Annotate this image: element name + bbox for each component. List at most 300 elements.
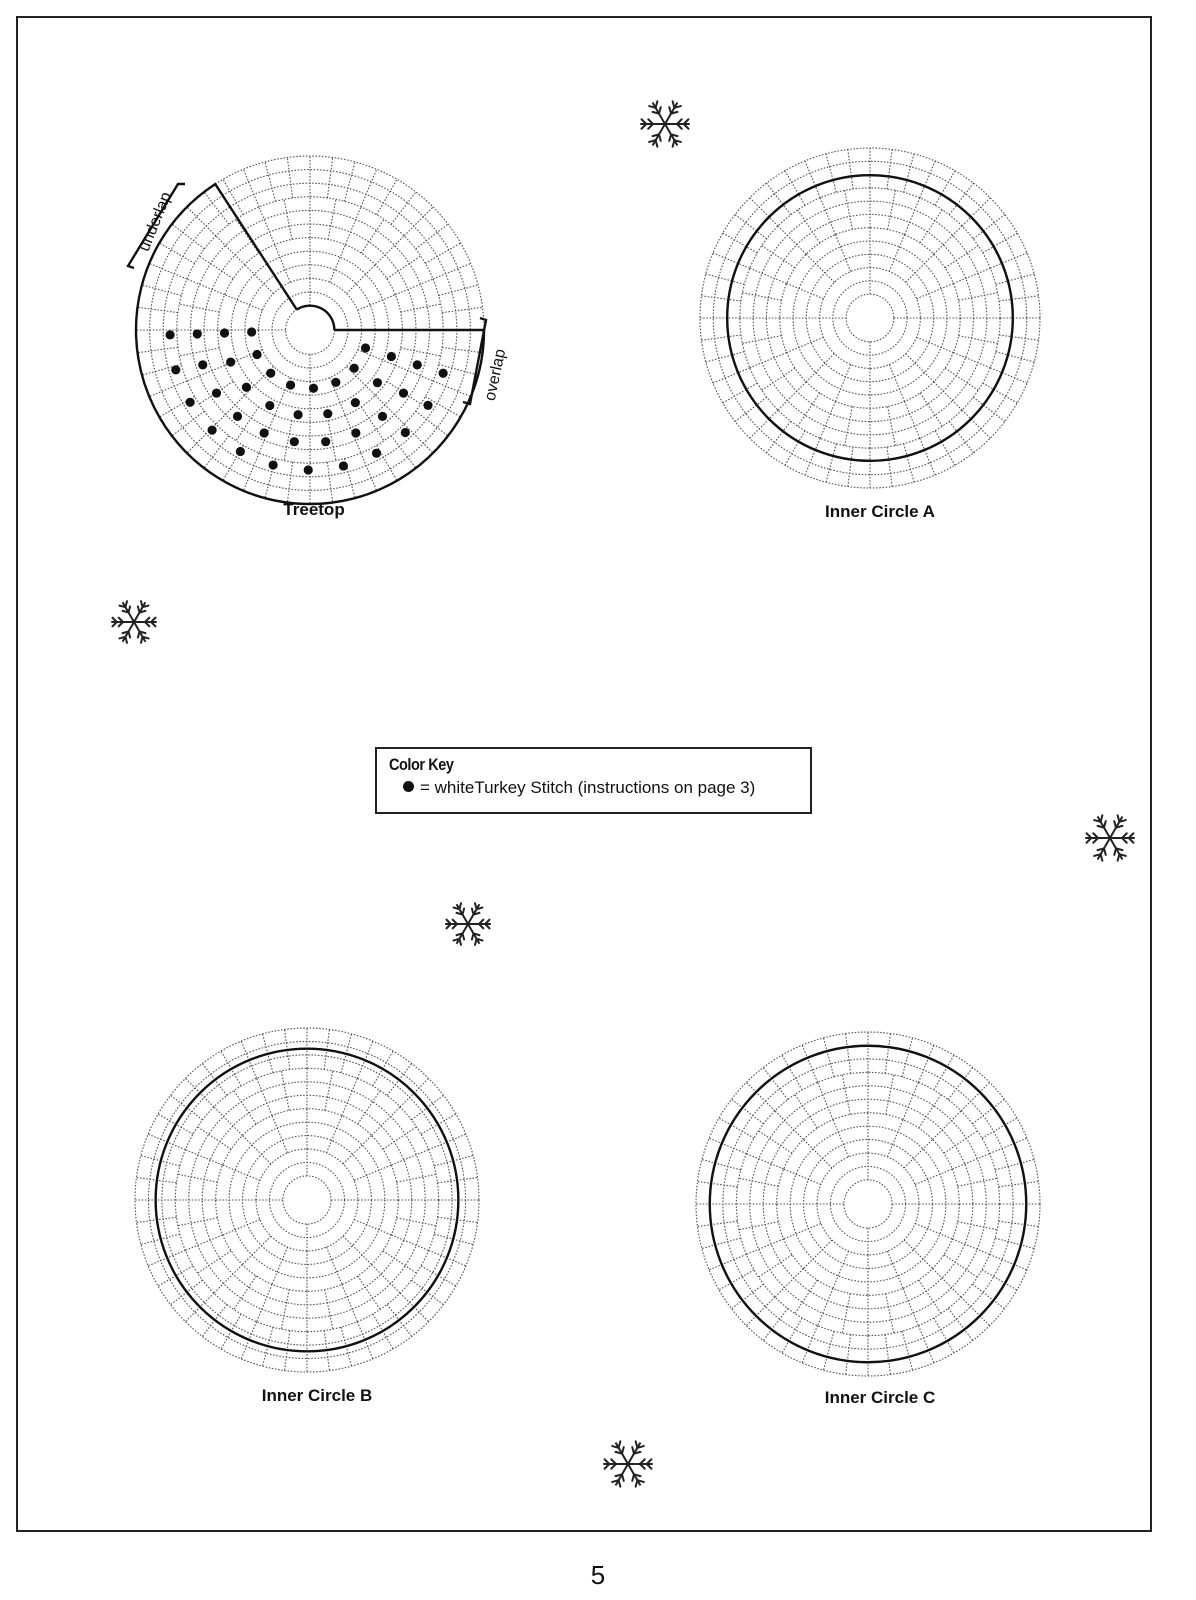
color-key	[375, 747, 812, 814]
canvas-spoke	[990, 368, 1027, 383]
canvas-spoke	[835, 365, 850, 402]
canvas-spoke	[823, 1331, 833, 1370]
canvas-spoke	[137, 307, 177, 312]
snowflake-branch	[669, 107, 671, 113]
canvas-spoke	[886, 1294, 894, 1334]
canvas-spoke	[787, 283, 824, 298]
canvas-spoke	[325, 1071, 333, 1111]
canvas-ring	[243, 1136, 372, 1265]
canvas-spoke	[806, 354, 834, 382]
canvas-spoke	[149, 381, 187, 397]
turkey-stitch-dot	[265, 401, 274, 410]
canvas-spoke	[920, 393, 942, 426]
canvas-spoke	[846, 1033, 851, 1073]
canvas-spoke	[750, 353, 787, 368]
canvas-spoke	[281, 1071, 289, 1111]
canvas-spoke	[918, 1045, 933, 1082]
snowflake-branch	[1118, 815, 1120, 821]
canvas-spoke	[198, 1251, 232, 1273]
turkey-stitch-dot	[423, 401, 432, 410]
canvas-spoke	[159, 243, 194, 263]
canvas-spoke	[358, 295, 396, 311]
snowflake-branch	[619, 1480, 621, 1486]
canvas-spoke	[342, 1284, 357, 1321]
canvas-spoke	[820, 401, 835, 438]
canvas-spoke	[702, 1238, 741, 1248]
canvas-spoke	[996, 274, 1035, 284]
canvas-spoke	[999, 1182, 1039, 1187]
canvas-spoke	[999, 335, 1039, 340]
canvas-spoke	[327, 1116, 342, 1153]
canvas-spoke	[888, 407, 896, 446]
canvas-spoke	[759, 1255, 793, 1277]
canvas-spoke	[327, 462, 332, 502]
canvas-spoke	[257, 1078, 272, 1115]
canvas-spoke	[185, 1150, 222, 1165]
turkey-stitch-dot	[378, 412, 387, 421]
turkey-stitch-dot	[165, 330, 174, 339]
canvas-spoke	[842, 1075, 850, 1115]
inner-circle-c-diagram	[696, 1032, 1040, 1376]
turkey-stitch-dot	[387, 352, 396, 361]
snowflake-branch	[656, 101, 658, 107]
turkey-stitch-dot	[193, 329, 202, 338]
turkey-stitch-dot	[373, 378, 382, 387]
canvas-spoke	[826, 444, 836, 483]
canvas-spoke	[149, 263, 187, 279]
canvas-spoke	[995, 1159, 1034, 1169]
turkey-stitch-dot	[171, 365, 180, 374]
canvas-spoke	[179, 348, 219, 356]
canvas-spoke	[358, 1091, 380, 1125]
snowflake-branch	[632, 1447, 634, 1453]
canvas-spoke	[742, 293, 781, 301]
overlap-annotation: overlap	[481, 347, 510, 403]
canvas-spoke	[746, 1239, 783, 1254]
underlap-annotation: underlap	[135, 189, 176, 254]
canvas-spoke	[397, 1218, 437, 1226]
canvas-spoke	[179, 304, 219, 312]
turkey-stitch-dot	[233, 412, 242, 421]
canvas-spoke	[172, 224, 204, 249]
snowflake-branch	[619, 1441, 621, 1447]
turkey-stitch-dot	[236, 447, 245, 456]
turkey-stitch-dot	[361, 343, 370, 352]
canvas-spoke	[259, 207, 275, 245]
canvas-spoke	[391, 1235, 428, 1250]
canvas-spoke	[416, 224, 448, 249]
canvas-spoke	[999, 296, 1039, 301]
turkey-stitch-dot	[321, 437, 330, 446]
cutting-line	[156, 1049, 459, 1352]
page-number: 5	[590, 1560, 606, 1590]
canvas-ring	[202, 1095, 412, 1305]
inner-circle-b-diagram	[135, 1028, 479, 1372]
snowflake-branch	[1114, 821, 1116, 827]
canvas-spoke	[918, 1326, 933, 1363]
snowflake-branch	[659, 107, 661, 113]
canvas-ring	[763, 1099, 973, 1309]
canvas-ring	[820, 268, 921, 369]
snowflake-branch	[636, 1441, 638, 1447]
canvas-spoke	[842, 1294, 850, 1334]
canvas-spoke	[330, 245, 346, 283]
canvas-spoke	[762, 368, 795, 390]
canvas-ring	[700, 148, 1040, 488]
turkey-stitch-dot	[293, 410, 302, 419]
canvas-spoke	[903, 1288, 918, 1325]
snowflake-icon	[1086, 815, 1134, 860]
canvas-spoke	[905, 401, 920, 438]
snowflake-branch	[659, 134, 661, 140]
turkey-stitch-dot	[208, 425, 217, 434]
canvas-spoke	[697, 1221, 737, 1226]
canvas-spoke	[223, 1165, 260, 1180]
turkey-stitch-dot	[290, 437, 299, 446]
canvas-spoke	[706, 274, 745, 284]
snowflake-branch	[472, 909, 474, 915]
canvas-spoke	[767, 183, 791, 215]
snowflake-branch	[463, 934, 465, 940]
canvas-spoke	[275, 245, 291, 283]
canvas-spoke	[395, 279, 433, 295]
turkey-stitch-dot	[286, 380, 295, 389]
canvas-spoke	[442, 307, 482, 312]
snowflake-icon	[604, 1441, 652, 1486]
treetop-overlap-area	[215, 156, 484, 330]
canvas-ring	[289, 292, 348, 330]
canvas-spoke	[325, 1290, 333, 1330]
canvas-spoke	[172, 411, 204, 436]
canvas-spoke	[920, 210, 942, 243]
canvas-spoke	[887, 149, 892, 189]
canvas-ring	[286, 310, 335, 355]
canvas-spoke	[848, 149, 853, 189]
canvas-spoke	[887, 447, 892, 487]
canvas-spoke	[795, 1280, 817, 1314]
canvas-spoke	[709, 1254, 746, 1269]
canvas-ring	[256, 1149, 358, 1251]
canvas-spoke	[243, 453, 259, 491]
canvas-spoke	[919, 1095, 941, 1129]
canvas-spoke	[915, 1224, 952, 1239]
canvas-spoke	[795, 1095, 817, 1129]
canvas-spoke	[904, 154, 914, 193]
canvas-spoke	[433, 381, 471, 397]
canvas-spoke	[137, 347, 177, 352]
canvas-spoke	[391, 192, 416, 224]
turkey-stitch-dot	[401, 428, 410, 437]
canvas-spoke	[888, 1251, 903, 1288]
canvas-spoke	[746, 1154, 783, 1169]
canvas-spoke	[958, 1222, 998, 1230]
canvas-spoke	[284, 199, 292, 239]
treetop-diagram	[128, 156, 486, 504]
canvas-spoke	[802, 1326, 817, 1363]
canvas-spoke	[739, 1178, 779, 1186]
snowflake-branch	[1104, 848, 1106, 854]
canvas-spoke	[920, 161, 935, 198]
snowflake-branch	[475, 903, 477, 909]
canvas-spoke	[401, 348, 441, 356]
canvas-spoke	[762, 246, 795, 268]
canvas-spoke	[328, 199, 336, 239]
canvas-spoke	[805, 161, 820, 198]
canvas-spoke	[344, 162, 355, 201]
canvas-spoke	[767, 421, 791, 453]
canvas-ring	[297, 306, 335, 330]
snowflake-branch	[673, 140, 675, 146]
canvas-spoke	[713, 368, 750, 383]
canvas-spoke	[425, 243, 460, 263]
snowflake-branch	[125, 637, 127, 643]
turkey-stitch-dot	[339, 461, 348, 470]
color-key-title: Color Key	[389, 755, 454, 774]
canvas-spoke	[833, 1251, 848, 1288]
canvas-spoke	[361, 407, 384, 441]
canvas-spoke	[401, 304, 441, 312]
canvas-spoke	[397, 1174, 437, 1182]
canvas-spoke	[706, 352, 745, 362]
canvas-spoke	[354, 1220, 391, 1235]
canvas-ring	[830, 1166, 905, 1241]
canvas-spoke	[416, 411, 448, 436]
snowflake-branch	[1104, 821, 1106, 827]
turkey-stitch-dot	[439, 369, 448, 378]
canvas-spoke	[953, 268, 990, 283]
canvas-ring	[269, 1162, 344, 1237]
turkey-stitch-dot	[226, 357, 235, 366]
canvas-spoke	[198, 1127, 232, 1149]
canvas-spoke	[823, 1038, 833, 1077]
turkey-stitch-dot	[247, 327, 256, 336]
canvas-spoke	[953, 353, 990, 368]
turkey-stitch-dot	[260, 428, 269, 437]
snowflake-branch	[138, 607, 140, 613]
canvas-spoke	[945, 368, 978, 390]
canvas-spoke	[952, 1239, 989, 1254]
canvas-spoke	[915, 1169, 952, 1184]
snowflake-branch	[622, 1447, 624, 1453]
snowflake-branch	[656, 140, 658, 146]
canvas-spoke	[996, 352, 1035, 362]
canvas-spoke	[798, 210, 820, 243]
canvas-spoke	[343, 1236, 372, 1265]
canvas-spoke	[990, 253, 1027, 268]
canvas-spoke	[902, 1331, 912, 1370]
turkey-stitch-dot	[351, 428, 360, 437]
canvas-spoke	[945, 246, 978, 268]
canvas-spoke	[185, 1235, 222, 1250]
canvas-spoke	[995, 1238, 1034, 1248]
canvas-spoke	[990, 1254, 1027, 1269]
canvas-spoke	[702, 1159, 741, 1169]
canvas-spoke	[759, 1131, 793, 1153]
canvas-spoke	[990, 1138, 1027, 1153]
snowflake-icon	[446, 903, 490, 945]
canvas-ring	[817, 1153, 919, 1255]
canvas-spoke	[889, 365, 904, 402]
canvas-spoke	[272, 1116, 287, 1153]
canvas-ring	[283, 1176, 331, 1224]
turkey-stitch-dot	[198, 360, 207, 369]
canvas-spoke	[713, 253, 750, 268]
inner-circle-a-label: Inner Circle A	[825, 502, 935, 521]
canvas-spoke	[784, 1169, 821, 1184]
canvas-ring	[766, 214, 973, 421]
turkey-stitch-dot	[331, 378, 340, 387]
color-key-entry: = whiteTurkey Stitch (instructions on page 3)	[420, 778, 756, 797]
canvas-spoke	[750, 268, 787, 283]
snowflake-branch	[622, 1474, 624, 1480]
turkey-stitch-dot	[186, 398, 195, 407]
canvas-ring	[833, 281, 907, 355]
canvas-ring	[804, 1140, 933, 1269]
canvas-spoke	[784, 1224, 821, 1239]
canvas-spoke	[902, 1038, 912, 1077]
canvas-spoke	[742, 336, 781, 344]
canvas-spoke	[225, 295, 263, 311]
treetop-cut-outline	[136, 184, 484, 504]
canvas-spoke	[272, 1247, 287, 1284]
turkey-stitch-dot	[413, 360, 422, 369]
canvas-spoke	[846, 1335, 851, 1375]
snowflake-branch	[636, 1480, 638, 1486]
canvas-spoke	[959, 293, 998, 301]
canvas-spoke	[905, 198, 920, 235]
canvas-spoke	[958, 1178, 998, 1186]
canvas-spoke	[886, 1075, 894, 1115]
canvas-spoke	[920, 438, 935, 475]
canvas-spoke	[903, 1082, 918, 1119]
turkey-stitch-dot	[212, 388, 221, 397]
canvas-spoke	[949, 183, 973, 215]
canvas-spoke	[904, 1240, 933, 1269]
canvas-spoke	[919, 1280, 941, 1314]
canvas-spoke	[257, 1284, 272, 1321]
canvas-spoke	[243, 169, 259, 207]
canvas-spoke	[442, 347, 482, 352]
turkey-stitch-dot	[372, 449, 381, 458]
turkey-stitch-dot	[269, 460, 278, 469]
canvas-spoke	[234, 1091, 256, 1125]
canvas-spoke	[845, 407, 853, 446]
canvas-ring	[190, 230, 429, 450]
canvas-spoke	[433, 263, 471, 279]
turkey-stitch-dot	[323, 409, 332, 418]
turkey-stitch-dot	[399, 388, 408, 397]
canvas-spoke	[287, 462, 292, 502]
canvas-spoke	[952, 1154, 989, 1169]
snowflake-branch	[459, 939, 461, 945]
canvas-spoke	[709, 1138, 746, 1153]
canvas-spoke	[735, 397, 767, 421]
canvas-spoke	[391, 436, 416, 468]
canvas-spoke	[833, 1120, 848, 1157]
canvas-ring	[272, 298, 348, 368]
canvas-spoke	[187, 279, 225, 295]
inner-circle-a-diagram	[700, 148, 1040, 488]
canvas-spoke	[223, 1220, 260, 1235]
turkey-stitch-dot	[304, 465, 313, 474]
canvas-spoke	[885, 1335, 890, 1375]
canvas-spoke	[845, 190, 853, 229]
canvas-spoke	[327, 157, 332, 197]
canvas-spoke	[818, 1082, 833, 1119]
canvas-spoke	[889, 235, 904, 272]
canvas-spoke	[739, 1222, 779, 1230]
snowflake-branch	[1114, 848, 1116, 854]
canvas-spoke	[798, 393, 820, 426]
canvas-ring	[846, 294, 894, 342]
turkey-stitch-dot	[252, 350, 261, 359]
canvas-spoke	[904, 444, 914, 483]
snowflake-branch	[669, 134, 671, 140]
canvas-spoke	[787, 337, 824, 352]
snowflake-icon	[641, 101, 689, 146]
snowflake-branch	[632, 1474, 634, 1480]
canvas-spoke	[142, 285, 181, 296]
canvas-spoke	[281, 1290, 289, 1330]
canvas-spoke	[973, 397, 1005, 421]
treetop-label: Treetop	[283, 500, 345, 519]
canvas-spoke	[204, 192, 229, 224]
canvas-spoke	[888, 190, 896, 229]
treetop-center-hole	[297, 306, 335, 330]
canvas-spoke	[826, 154, 836, 193]
canvas-spoke	[178, 1218, 218, 1226]
canvas-spoke	[735, 215, 767, 239]
canvas-spoke	[944, 1131, 978, 1153]
canvas-ring	[204, 241, 416, 436]
canvas-spoke	[835, 235, 850, 272]
canvas-spoke	[820, 198, 835, 235]
snowflake-branch	[1101, 854, 1103, 860]
canvas-spoke	[236, 407, 259, 441]
canvas-spoke	[361, 219, 384, 253]
canvas-spoke	[345, 207, 361, 245]
canvas-spoke	[805, 438, 820, 475]
canvas-spoke	[361, 453, 377, 491]
canvas-spoke	[697, 1182, 737, 1187]
canvas-spoke	[234, 1276, 256, 1310]
canvas-spoke	[354, 1165, 391, 1180]
canvas-spoke	[917, 283, 954, 298]
canvas-spoke	[944, 1255, 978, 1277]
turkey-stitch-dot	[350, 364, 359, 373]
canvas-spoke	[178, 1174, 218, 1182]
snowflake-branch	[1118, 854, 1120, 860]
snowflake-branch	[673, 101, 675, 107]
snowflake-icon	[112, 601, 156, 643]
canvas-spoke	[888, 1120, 903, 1157]
inner-circle-b-label: Inner Circle B	[261, 1386, 373, 1405]
turkey-stitch-dot	[351, 398, 360, 407]
canvas-spoke	[327, 1247, 342, 1284]
canvas-spoke	[361, 169, 377, 207]
canvas-spoke	[818, 1288, 833, 1325]
canvas-spoke	[287, 157, 292, 197]
canvas-spoke	[342, 1078, 357, 1115]
canvas-spoke	[383, 1251, 417, 1273]
snowflake-branch	[129, 632, 131, 638]
snowflake-branch	[1101, 815, 1103, 821]
canvas-spoke	[439, 285, 478, 296]
canvas-ring	[844, 1180, 892, 1228]
canvas-spoke	[391, 1150, 428, 1165]
canvas-spoke	[973, 215, 1005, 239]
canvas-spoke	[802, 1045, 817, 1082]
